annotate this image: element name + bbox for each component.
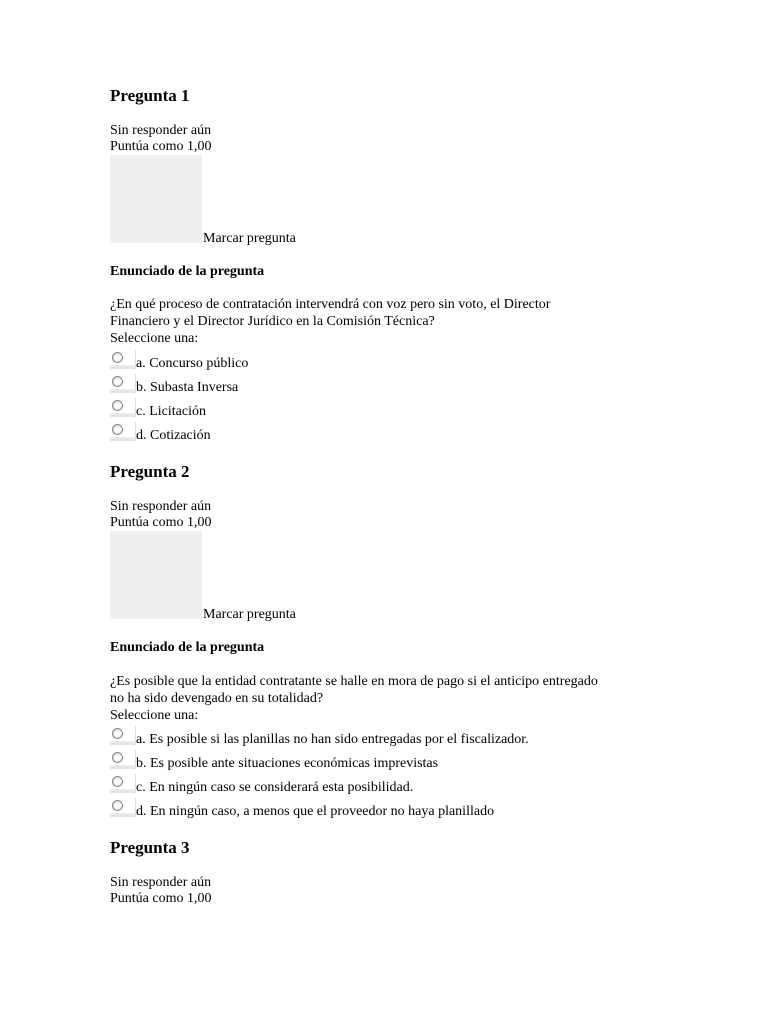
question-1-title: Pregunta 1 xyxy=(110,86,190,105)
question-2-title: Pregunta 2 xyxy=(110,462,190,481)
question-2-option-b[interactable] xyxy=(110,750,670,772)
radio-circle-icon xyxy=(112,376,123,387)
question-2-text-line-1: ¿Es posible que la entidad contratante se halle en mora de pago si el anticipo entregado xyxy=(110,674,598,689)
question-2-score: Puntúa como 1,00 xyxy=(110,515,212,530)
question-2-statement-heading: Enunciado de la pregunta xyxy=(110,640,265,655)
option-label[interactable]: c. En ningún caso se considerará esta posibilidad. xyxy=(136,780,414,795)
question-2-status: Sin responder aún xyxy=(110,499,212,514)
radio-button[interactable] xyxy=(110,422,136,441)
question-1-flag-link[interactable]: Marcar pregunta xyxy=(203,231,296,246)
option-label[interactable]: b. Subasta Inversa xyxy=(136,380,239,395)
question-2-option-d[interactable] xyxy=(110,798,670,820)
question-2-select-prompt: Seleccione una: xyxy=(110,708,199,723)
radio-circle-icon xyxy=(112,400,123,411)
radio-button[interactable] xyxy=(110,350,136,369)
option-label[interactable]: d. En ningún caso, a menos que el proveedor no haya planillado xyxy=(136,804,495,819)
question-1-flag-image[interactable] xyxy=(110,155,202,243)
question-1-statement-heading: Enunciado de la pregunta xyxy=(110,264,265,279)
radio-button[interactable] xyxy=(110,398,136,417)
question-2-flag-image[interactable] xyxy=(110,531,202,619)
option-label[interactable]: b. Es posible ante situaciones económicas imprevistas xyxy=(136,756,439,771)
question-1-option-a[interactable] xyxy=(110,350,670,372)
option-label[interactable]: a. Es posible si las planillas no han sido entregadas por el fiscalizador. xyxy=(136,732,529,747)
question-1-score: Puntúa como 1,00 xyxy=(110,139,212,154)
question-1-option-c[interactable] xyxy=(110,398,670,420)
option-label[interactable]: d. Cotización xyxy=(136,428,211,443)
question-3-score: Puntúa como 1,00 xyxy=(110,891,212,906)
radio-button[interactable] xyxy=(110,774,136,793)
question-1-option-d[interactable] xyxy=(110,422,670,444)
question-1-status: Sin responder aún xyxy=(110,123,212,138)
question-3-status: Sin responder aún xyxy=(110,875,212,890)
radio-button[interactable] xyxy=(110,374,136,393)
radio-circle-icon xyxy=(112,728,123,739)
radio-button[interactable] xyxy=(110,798,136,817)
radio-circle-icon xyxy=(112,352,123,363)
question-1-select-prompt: Seleccione una: xyxy=(110,331,199,346)
question-1-option-b[interactable] xyxy=(110,374,670,396)
radio-circle-icon xyxy=(112,800,123,811)
radio-button[interactable] xyxy=(110,750,136,769)
question-3-title: Pregunta 3 xyxy=(110,838,190,857)
question-2-flag-link[interactable]: Marcar pregunta xyxy=(203,607,296,622)
question-2-option-a[interactable] xyxy=(110,726,670,748)
radio-button[interactable] xyxy=(110,726,136,745)
question-2-option-c[interactable] xyxy=(110,774,670,796)
question-1-text-line-2: Financiero y el Director Jurídico en la Comisión Técnica? xyxy=(110,314,435,329)
radio-circle-icon xyxy=(112,424,123,435)
radio-circle-icon xyxy=(112,752,123,763)
option-label[interactable]: a. Concurso público xyxy=(136,356,249,371)
radio-circle-icon xyxy=(112,776,123,787)
question-2-text-line-2: no ha sido devengado en su totalidad? xyxy=(110,691,324,706)
option-label[interactable]: c. Licitación xyxy=(136,404,206,419)
question-1-text-line-1: ¿En qué proceso de contratación intervendrá con voz pero sin voto, el Director xyxy=(110,297,551,312)
